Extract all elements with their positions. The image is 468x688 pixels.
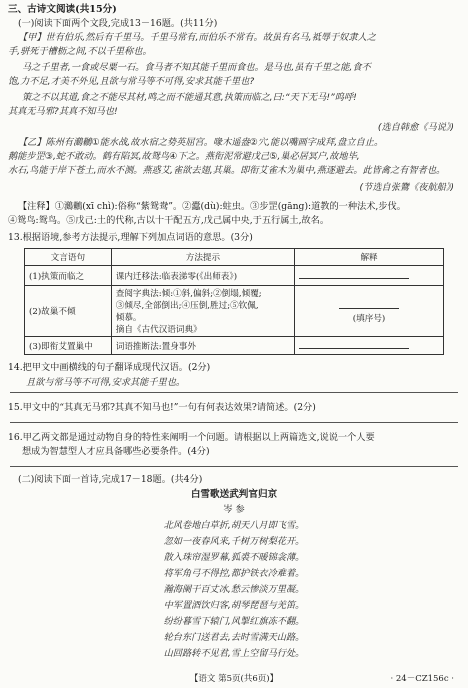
footer-code: · 24－CZ156c ·: [390, 674, 454, 684]
row1-sentence: (1)执策而临之: [25, 266, 112, 286]
question-13: 13.根据语境,参考方法提示,理解下列加点词语的意思。(3分): [8, 232, 253, 243]
poem-line: 忽如一夜春风来,千树万树梨花开。: [163, 536, 305, 547]
poem-line: 纷纷暮雪下辕门,风掣红旗冻不翻。: [163, 616, 305, 627]
table-header-row: [25, 249, 444, 266]
poem-line: 北风卷地白草折,胡天八月即飞雪。: [163, 520, 305, 531]
q14-sentence: 且欲与常马等不可得,安求其能千里也。: [26, 377, 186, 388]
note-line-2: ④鸳鸟:鸳鸟。⑤戊己:土的代称,古以十干配五方,戊己属中央,于五行属土,故名。: [8, 215, 330, 226]
row2-answer-line[interactable]: [339, 299, 399, 309]
footer-page-number: 【语文 第5页(共6页)】: [189, 674, 279, 684]
question-16-a: 16.甲乙两文都是通过动物自身的特性来阐明一个问题。请根据以上两篇选文,说说一个人要: [8, 432, 375, 443]
row3-answer-line[interactable]: [299, 339, 409, 349]
poem-line: 瀚海阑干百丈冰,愁云惨淡万里凝。: [163, 584, 305, 595]
row2-hint-2: ③倾尽,全部倒出;④压倒,胜过;⑤钦佩,: [115, 301, 259, 311]
poem-author: 岑 参: [223, 504, 245, 515]
header-method: 方法提示: [111, 249, 294, 266]
row1-hint: 课内迁移法:临表涕零(《出师表》): [111, 266, 294, 286]
row1-answer[interactable]: [295, 266, 444, 286]
row2-hint-3: 倾慕。: [115, 313, 142, 323]
row2-hint-4: 摘自《古代汉语词典》: [115, 325, 202, 335]
jia-line-4: 饱,力不足,才美不外见,且欲与常马等不可得,安求其能千里也?: [8, 76, 255, 87]
jia-line-1: 【甲】世有伯乐,然后有千里马。千里马常有,而伯乐不常有。故虽有名马,祗辱于奴隶人之: [18, 32, 376, 43]
jia-line-6: 其真无马邪?其真不知马也!: [8, 106, 118, 117]
jia-line-5: 策之不以其道,食之不能尽其材,鸣之而不能通其意,执策而临之,曰:“天下无马!”呜呼!: [22, 92, 357, 103]
table-row: [25, 266, 444, 286]
poem-line: 散入珠帘湿罗幕,狐裘不暖锦衾薄。: [163, 552, 305, 563]
poem-title: 白雪歌送武判官归京: [190, 489, 278, 500]
poem-line: 将军角弓不得控,都护铁衣冷难着。: [163, 568, 305, 579]
row2-answer-note: (填序号): [352, 313, 386, 324]
answer-line-15[interactable]: [10, 422, 458, 423]
jia-line-2: 手,骈死于槽枥之间,不以千里称也。: [8, 46, 152, 57]
question-15: 15.甲文中的“其真无马邪?其真不知马也!”一句有何表达效果?请简述。(2分): [8, 402, 316, 413]
table-row: [25, 286, 444, 337]
header-sentence: 文言语句: [25, 249, 112, 266]
row2-answer[interactable]: [295, 286, 444, 337]
part1-intro: (一)阅读下面两个文段,完成13－16题。(共11分): [18, 18, 218, 29]
question-16-b: 想成为智慧型人才应具备哪些必要条件。(4分): [22, 446, 210, 457]
row2-hint-1: 查阅字典法:倾:①斜,偏斜;②倒塌,倾覆;: [115, 289, 262, 299]
row1-answer-line[interactable]: [299, 269, 409, 279]
yi-line-1: 【乙】陈州有鸂鶒①能水战,故水宿之势英屈宫。喙木遥盎②穴,能以嘴画字成拜,盘立自止。: [18, 137, 384, 148]
row3-hint: 词语推断法:置身事外: [111, 337, 294, 355]
answer-line-14[interactable]: [10, 392, 458, 393]
yi-source: (节选自张鷟《夜航船》): [359, 182, 454, 193]
part2-intro: (二)阅读下面一首诗,完成17－18题。(共4分): [18, 474, 203, 485]
yi-line-3: 水石,鸟能于岸下苍土,而水不测。燕惑艾,雀欲去翅,其巢。即衔艾雀木为巢中,燕逐避去。此皆禽之有智者也。: [8, 165, 446, 176]
row3-answer[interactable]: [295, 337, 444, 355]
section-title: 三、古诗文阅读(共15分): [8, 4, 117, 15]
question-14: 14.把甲文中画横线的句子翻译成现代汉语。(2分): [8, 362, 211, 373]
jia-line-3: 马之千里者,一食或尽粟一石。食马者不知其能千里而食也。是马也,虽有千里之能,食不: [22, 62, 371, 73]
jia-source: (选自韩愈《马说》): [377, 122, 454, 133]
poem-line: 山回路转不见君,雪上空留马行处。: [163, 648, 305, 659]
answer-line-16[interactable]: [10, 466, 458, 467]
row3-sentence: (3)即衔艾置巢中: [25, 337, 112, 355]
poem-line: 轮台东门送君去,去时雪满天山路。: [163, 632, 305, 643]
row2-hints: [111, 286, 294, 337]
q13-table: [24, 248, 444, 355]
poem-line: 中军置酒饮归客,胡琴琵琶与羌笛。: [163, 600, 305, 611]
yi-line-2: 鹅能步罡③,蛇不敢动。鹤有陷冥,故鸳鸟④下之。燕衔泥常避戊己⑤,巢必居冥户,故地毕,: [8, 151, 360, 162]
note-line-1: 【注释】①鸂鶒(xī chì):俗称“紫鸳鸯”。②蠹(dù):蛀虫。③步罡(gāng):道教的一种法术,步伐。: [18, 201, 406, 212]
row2-sentence: (2)故巢不倾: [25, 286, 112, 337]
header-answer: 解释: [295, 249, 444, 266]
table-row: [25, 337, 444, 355]
